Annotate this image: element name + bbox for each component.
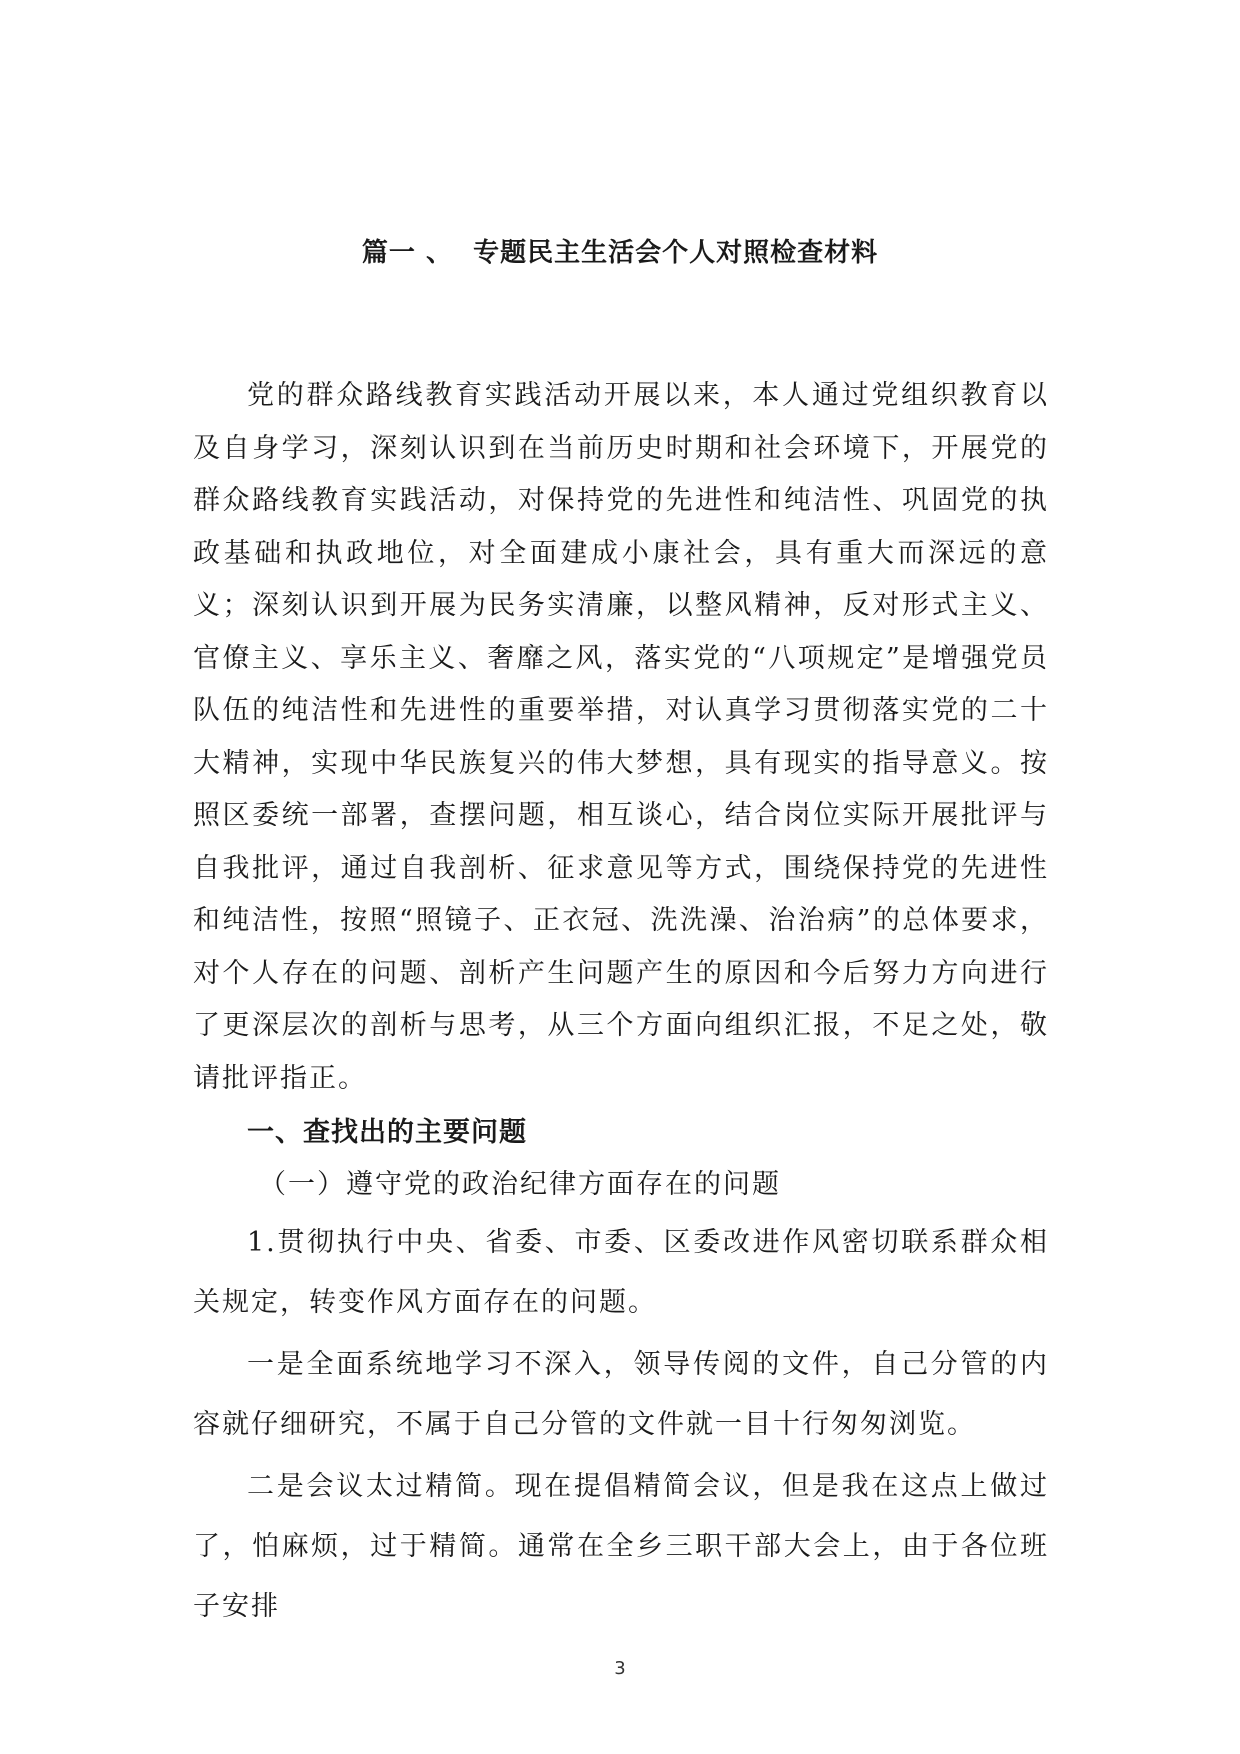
- item-paragraph: 1.贯彻执行中央、省委、市委、区委改进作风密切联系群众相关规定，转变作风方面存在的问题。: [193, 1227, 1049, 1318]
- point-paragraph-2: 二是会议太过精简。现在提倡精简会议，但是我在这点上做过了，怕麻烦，过于精简。通常在全乡三职干部大会上，由于各位班子安排: [193, 1471, 1049, 1622]
- subsection-heading: （一）遵守党的政治纪律方面存在的问题: [259, 1169, 781, 1200]
- section-heading: 一、查找出的主要问题: [247, 1117, 527, 1148]
- point-paragraph-1: 一是全面系统地学习不深入，领导传阅的文件，自己分管的内容就仔细研究，不属于自己分管的文件就一目十行匆匆浏览。: [193, 1349, 1049, 1440]
- intro-paragraph: 党的群众路线教育实践活动开展以来，本人通过党组织教育以及自身学习，深刻认识到在当前历史时期和社会环境下，开展党的群众路线教育实践活动，对保持党的先进性和纯洁性、巩固党的执政基础和执政地位，对全面建成小康社会，具有重大而深远的意义；深刻认识到开展为民务实清廉，以整风精神，反对形式主义、官僚主义、享乐主义、奢靡之风，落实党的“八项规定”是增强党员队伍的纯洁性和先进性的重要举措，对认真学习贯彻落实党的二十大精神，实现中华民族复兴的伟大梦想，具有现实的指导意义。按照区委统一部署，查摆问题，相互谈心，结合岗位实际开展批评与自我批评，通过自我剖析、征求意见等方式，围绕保持党的先进性和纯洁性，按照“照镜子、正衣冠、洗洗澡、治治病”的总体要求，对个人存在的问题、剖析产生问题产生的原因和今后努力方向进行了更深层次的剖析与思考，从三个方面向组织汇报，不足之处，敬请批评指正。: [193, 380, 1049, 1094]
- document-title: 篇一 、 专题民主生活会个人对照检查材料: [361, 238, 879, 268]
- page-number: 3: [614, 1658, 626, 1679]
- document-body: [193, 370, 1049, 1637]
